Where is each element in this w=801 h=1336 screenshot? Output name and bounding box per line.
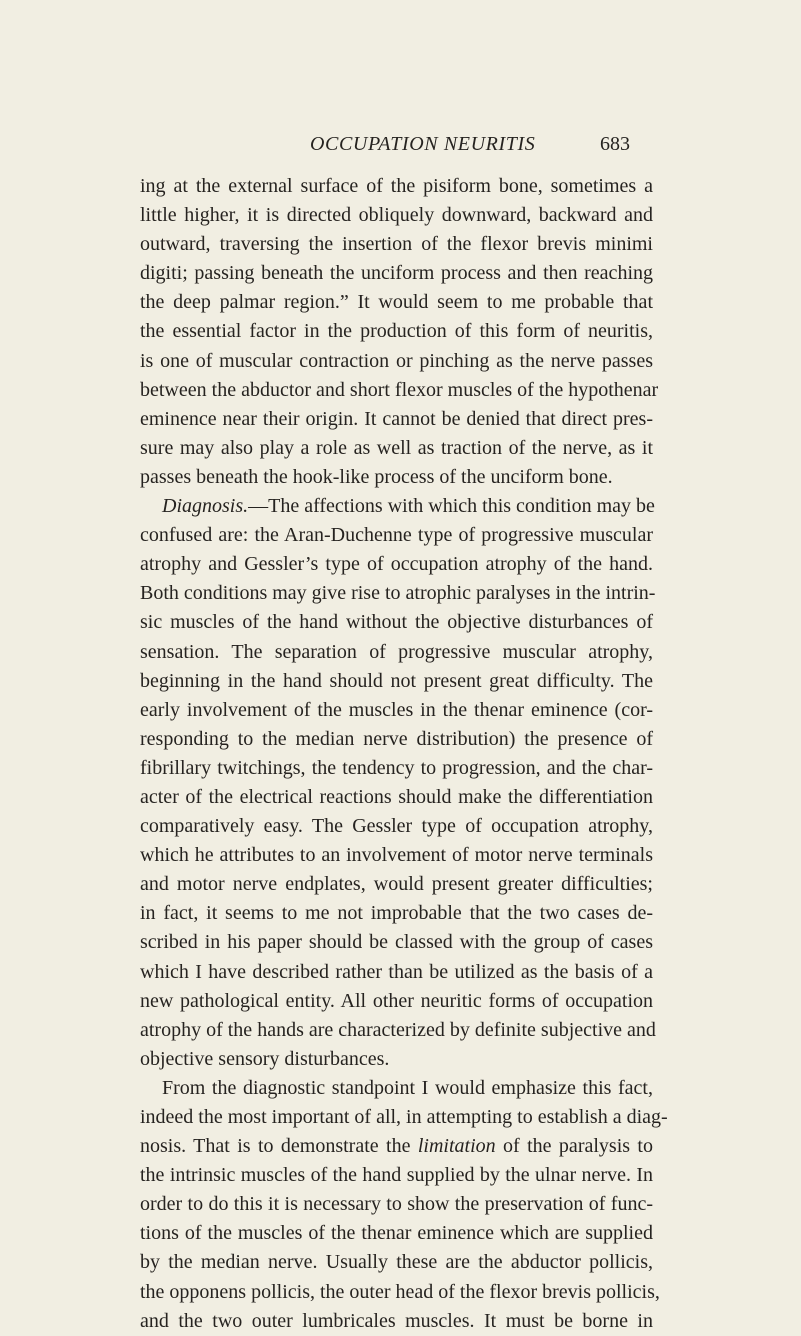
text-line: the deep palmar region.” It would seem to me probable that bbox=[140, 291, 653, 314]
text-span: of the paralysis to bbox=[495, 1135, 653, 1158]
running-title: OCCUPATION NEURITIS bbox=[310, 133, 536, 155]
text-line: new pathological entity. All other neuritic forms of occupation bbox=[140, 989, 653, 1012]
text-line: beginning in the hand should not present great difficulty. The bbox=[140, 669, 653, 692]
text-line: comparatively easy. The Gessler type of occupation atrophy, bbox=[140, 815, 653, 838]
text-line: atrophy and Gessler’s type of occupation atrophy of the hand. bbox=[140, 553, 653, 576]
text-line: in fact, it seems to me not improbable that the two cases de- bbox=[140, 902, 653, 925]
text-line: ing at the external surface of the pisiform bone, sometimes a bbox=[140, 175, 653, 197]
text-line: is one of muscular contraction or pinching as the nerve passes bbox=[140, 349, 653, 372]
text-line: responding to the median nerve distribution) the presence of bbox=[140, 727, 653, 750]
page-number: 683 bbox=[600, 133, 630, 155]
text-line: outward, traversing the insertion of the flexor brevis minimi bbox=[140, 233, 653, 256]
text-line: confused are: the Aran-Duchenne type of progressive muscular bbox=[140, 524, 653, 547]
text-line: order to do this it is necessary to show the preservation of func- bbox=[140, 1193, 653, 1216]
text-line: and motor nerve endplates, would present greater difficulties; bbox=[140, 873, 653, 896]
text-line: objective sensory disturbances. bbox=[140, 1047, 390, 1070]
text-line-with-emphasis bbox=[140, 1132, 653, 1161]
text-line: little higher, it is directed obliquely downward, backward and bbox=[140, 204, 653, 227]
text-line: acter of the electrical reactions should make the differentiation bbox=[140, 785, 653, 808]
text-line: sure may also play a role as well as traction of the nerve, as it bbox=[140, 436, 653, 459]
text-line: the opponens pollicis, the outer head of the flexor brevis pollicis, bbox=[140, 1280, 660, 1303]
text-line: sensation. The separation of progressive muscular atrophy, bbox=[140, 640, 653, 663]
text-line: between the abductor and short flexor muscles of the hypothenar bbox=[140, 378, 659, 401]
text-span: nosis. That is to demonstrate the bbox=[140, 1135, 418, 1158]
text-line: eminence near their origin. It cannot be denied that direct pres- bbox=[140, 407, 653, 430]
body-text bbox=[140, 172, 668, 1336]
text-span: —The affections with which this condition may be bbox=[248, 495, 655, 518]
diagnosis-heading: Diagnosis. bbox=[162, 495, 249, 518]
text-line: and the two outer lumbricales muscles. It must be borne in bbox=[140, 1309, 653, 1332]
text-line: the intrinsic muscles of the hand supplied by the ulnar nerve. In bbox=[140, 1164, 653, 1187]
text-line: which I have described rather than be utilized as the basis of a bbox=[140, 960, 653, 983]
text-line: early involvement of the muscles in the thenar eminence (cor- bbox=[140, 698, 653, 721]
text-line: atrophy of the hands are characterized by definite subjective and bbox=[140, 1018, 656, 1041]
text-line: by the median nerve. Usually these are the abductor pollicis, bbox=[140, 1251, 653, 1274]
text-line: which he attributes to an involvement of motor nerve terminals bbox=[140, 844, 653, 867]
text-line: digiti; passing beneath the unciform process and then reaching bbox=[140, 262, 653, 285]
diagnosis-paragraph-first-line bbox=[140, 492, 653, 521]
text-line: scribed in his paper should be classed with the group of cases bbox=[140, 931, 653, 954]
text-line: the essential factor in the production of this form of neuritis, bbox=[140, 320, 653, 343]
text-line: fibrillary twitchings, the tendency to progression, and the char- bbox=[140, 756, 653, 779]
emphasis-limitation: limitation bbox=[417, 1135, 496, 1158]
text-line: passes beneath the hook-like process of the unciform bone. bbox=[140, 465, 613, 488]
text-line: From the diagnostic standpoint I would emphasize this fact, bbox=[162, 1076, 653, 1099]
running-head bbox=[0, 133, 801, 159]
text-line: Both conditions may give rise to atrophic paralyses in the intrin- bbox=[140, 582, 656, 605]
text-line: sic muscles of the hand without the objective disturbances of bbox=[140, 611, 653, 634]
text-line: indeed the most important of all, in attempting to establish a diag- bbox=[140, 1106, 668, 1128]
text-line: tions of the muscles of the thenar eminence which are supplied bbox=[140, 1222, 653, 1245]
